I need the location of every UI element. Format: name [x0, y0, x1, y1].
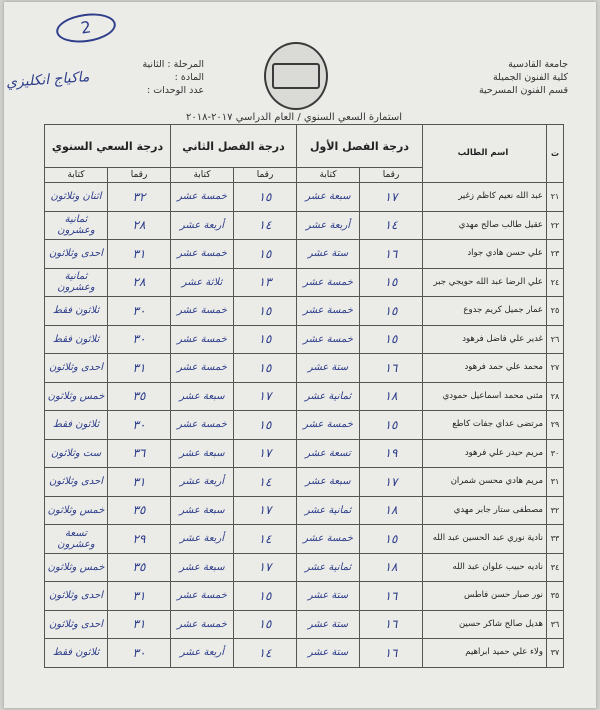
term2-grade-digits: ١٥ [234, 183, 297, 212]
row-number: ٣٤ [547, 553, 564, 582]
term2-grade-words: خمسة عشر [171, 297, 234, 326]
row-number: ٢٢ [547, 211, 564, 240]
university-name: جامعة القادسية [508, 59, 568, 70]
term2-grade-digits: ١٥ [234, 240, 297, 269]
annual-grade-digits: ٣١ [108, 468, 171, 497]
row-number: ٣٦ [547, 610, 564, 639]
annual-grade-words: ثمانية وعشرون [45, 268, 108, 297]
annual-grade-digits: ٣٠ [108, 639, 171, 668]
term1-grade-words: سبعة عشر [297, 468, 360, 497]
term2-grade-words: خمسة عشر [171, 183, 234, 212]
term2-grade-words: أربعة عشر [171, 639, 234, 668]
row-number: ٢٦ [547, 325, 564, 354]
term2-grade-digits: ١٤ [234, 525, 297, 554]
term2-grade-words: ثلاثة عشر [171, 268, 234, 297]
term2-grade-digits: ١٧ [234, 382, 297, 411]
student-name: ولاء علي حميد ابراهيم [423, 639, 547, 668]
subject-handwritten: ماكياج انكليزي [5, 69, 90, 91]
row-number: ٢٤ [547, 268, 564, 297]
term2-grade-digits: ١٥ [234, 354, 297, 383]
student-name: مريم حيدر علي فرهود [423, 439, 547, 468]
term2-grade-words: خمسة عشر [171, 325, 234, 354]
annual-grade-words: خمس وثلاثون [45, 496, 108, 525]
row-number: ٣٣ [547, 525, 564, 554]
table-row [45, 610, 564, 639]
department-name: قسم الفنون المسرحية [478, 85, 568, 96]
student-name: عبد الله نعيم كاظم زغير [423, 183, 547, 212]
student-name: مرتضى عداي جفات كاطع [423, 411, 547, 440]
annual-grade-digits: ٣١ [108, 582, 171, 611]
row-number: ٢١ [547, 183, 564, 212]
term1-grade-words: خمسة عشر [297, 411, 360, 440]
table-row [45, 268, 564, 297]
term1-grade-digits: ١٦ [360, 639, 423, 668]
sub-header-words: كتابة [171, 168, 234, 183]
annual-grade-words: ثلاثون فقط [45, 639, 108, 668]
annual-grade-words: احدى وثلاثون [45, 582, 108, 611]
annual-grade-digits: ٣١ [108, 610, 171, 639]
term2-grade-words: سبعة عشر [171, 553, 234, 582]
term2-grade-digits: ١٥ [234, 411, 297, 440]
term2-grade-words: خمسة عشر [171, 582, 234, 611]
term1-grade-words: ستة عشر [297, 639, 360, 668]
annual-grade-words: ثلاثون فقط [45, 297, 108, 326]
term1-grade-digits: ١٥ [360, 411, 423, 440]
term1-grade-digits: ١٥ [360, 525, 423, 554]
table-row [45, 240, 564, 269]
student-name: نور صبار حسن فاطس [423, 582, 547, 611]
table-row [45, 211, 564, 240]
row-number: ٢٣ [547, 240, 564, 269]
col-header-term2: درجة الفصل الثاني [171, 125, 297, 168]
annual-grade-words: تسعة وعشرون [45, 525, 108, 554]
table-row [45, 468, 564, 497]
row-number: ٢٧ [547, 354, 564, 383]
college-name: كلية الفنون الجميلة [492, 72, 568, 83]
term2-grade-digits: ١٧ [234, 496, 297, 525]
annual-grade-words: ست وثلاثون [45, 439, 108, 468]
table-row [45, 354, 564, 383]
student-name: عمار جميل كريم جدوع [423, 297, 547, 326]
units-label: عدد الوحدات : [146, 85, 204, 96]
grades-table [44, 124, 564, 668]
student-name: علي حسن هادي جواد [423, 240, 547, 269]
term2-grade-words: خمسة عشر [171, 610, 234, 639]
student-name: محمد علي حمد فرهود [423, 354, 547, 383]
table-row [45, 382, 564, 411]
term1-grade-words: ستة عشر [297, 240, 360, 269]
term1-grade-digits: ١٤ [360, 211, 423, 240]
term1-grade-digits: ١٦ [360, 240, 423, 269]
student-name: عقيل طالب صالح مهدي [423, 211, 547, 240]
page-number-circled: 2 [54, 10, 117, 46]
annual-grade-words: ثلاثون فقط [45, 411, 108, 440]
term1-grade-words: خمسة عشر [297, 525, 360, 554]
table-row [45, 582, 564, 611]
term2-grade-digits: ١٤ [234, 468, 297, 497]
term2-grade-words: أربعة عشر [171, 525, 234, 554]
sub-header-digits: رقما [360, 168, 423, 183]
row-number: ٣٢ [547, 496, 564, 525]
row-number: ٢٩ [547, 411, 564, 440]
document-page [4, 2, 596, 708]
term1-grade-digits: ١٥ [360, 297, 423, 326]
table-row [45, 553, 564, 582]
col-header-num: ت [547, 125, 564, 183]
term1-grade-words: خمسة عشر [297, 325, 360, 354]
term1-grade-digits: ١٦ [360, 354, 423, 383]
annual-grade-words: خمس وثلاثون [45, 553, 108, 582]
term1-grade-digits: ١٥ [360, 268, 423, 297]
row-number: ٣٥ [547, 582, 564, 611]
term1-grade-digits: ١٨ [360, 553, 423, 582]
student-name: مصطفى ستار جابر مهدي [423, 496, 547, 525]
table-row [45, 525, 564, 554]
annual-grade-words: احدى وثلاثون [45, 240, 108, 269]
term1-grade-words: خمسة عشر [297, 297, 360, 326]
institution-header [418, 58, 568, 97]
annual-grade-words: اثنان وثلاثون [45, 183, 108, 212]
col-header-term1: درجة الفصل الأول [297, 125, 423, 168]
annual-grade-digits: ٣٠ [108, 411, 171, 440]
annual-grade-words: احدى وثلاثون [45, 354, 108, 383]
student-name: نادية نوري عبد الحسين عبد الله [423, 525, 547, 554]
subject-label: المادة : [174, 72, 204, 83]
term1-grade-digits: ١٦ [360, 582, 423, 611]
term2-grade-digits: ١٥ [234, 610, 297, 639]
annual-grade-digits: ٣٥ [108, 553, 171, 582]
term2-grade-digits: ١٥ [234, 325, 297, 354]
annual-grade-digits: ٣١ [108, 354, 171, 383]
term2-grade-words: سبعة عشر [171, 382, 234, 411]
term1-grade-words: ثمانية عشر [297, 382, 360, 411]
term2-grade-words: أربعة عشر [171, 468, 234, 497]
term1-grade-words: ثمانية عشر [297, 496, 360, 525]
annual-grade-words: خمس وثلاثون [45, 382, 108, 411]
student-name: علي الرضا عبد الله حويجي جبر [423, 268, 547, 297]
table-row [45, 183, 564, 212]
student-name: مريم هادي محسن شمران [423, 468, 547, 497]
annual-grade-digits: ٣٥ [108, 382, 171, 411]
term2-grade-digits: ١٧ [234, 553, 297, 582]
table-row [45, 325, 564, 354]
row-number: ٣١ [547, 468, 564, 497]
student-name: مثنى محمد اسماعيل حمودي [423, 382, 547, 411]
annual-grade-digits: ٢٩ [108, 525, 171, 554]
term2-grade-digits: ١٣ [234, 268, 297, 297]
col-header-name: اسم الطالب [423, 125, 547, 183]
term1-grade-words: سبعة عشر [297, 183, 360, 212]
term1-grade-digits: ١٩ [360, 439, 423, 468]
annual-grade-words: احدى وثلاثون [45, 610, 108, 639]
sub-header-digits: رقما [108, 168, 171, 183]
term1-grade-words: أربعة عشر [297, 211, 360, 240]
annual-grade-digits: ٣٦ [108, 439, 171, 468]
term2-grade-words: خمسة عشر [171, 240, 234, 269]
annual-grade-digits: ٣١ [108, 240, 171, 269]
table-row [45, 639, 564, 668]
annual-grade-digits: ٢٨ [108, 211, 171, 240]
term2-grade-words: خمسة عشر [171, 411, 234, 440]
term2-grade-words: أربعة عشر [171, 211, 234, 240]
term1-grade-words: تسعة عشر [297, 439, 360, 468]
row-number: ٣٠ [547, 439, 564, 468]
sub-header-words: كتابة [297, 168, 360, 183]
term1-grade-digits: ١٦ [360, 610, 423, 639]
student-name: ناديه حبيب علوان عبد الله [423, 553, 547, 582]
term2-grade-digits: ١٥ [234, 297, 297, 326]
annual-grade-digits: ٣٠ [108, 325, 171, 354]
table-row [45, 439, 564, 468]
course-info-header [94, 58, 204, 97]
sub-header-words: كتابة [45, 168, 108, 183]
term2-grade-digits: ١٥ [234, 582, 297, 611]
term2-grade-words: خمسة عشر [171, 354, 234, 383]
table-row [45, 496, 564, 525]
student-name: غدير علي فاضل فرهود [423, 325, 547, 354]
annual-grade-digits: ٣٠ [108, 297, 171, 326]
term1-grade-words: ستة عشر [297, 610, 360, 639]
annual-grade-words: ثلاثون فقط [45, 325, 108, 354]
col-header-annual: درجة السعي السنوي [45, 125, 171, 168]
term1-grade-digits: ١٧ [360, 468, 423, 497]
stage-label: المرحلة : الثانية [142, 59, 204, 70]
term1-grade-words: خمسة عشر [297, 268, 360, 297]
term2-grade-digits: ١٤ [234, 639, 297, 668]
table-row [45, 297, 564, 326]
annual-grade-words: احدى وثلاثون [45, 468, 108, 497]
sub-header-digits: رقما [234, 168, 297, 183]
term2-grade-digits: ١٤ [234, 211, 297, 240]
annual-grade-digits: ٣٢ [108, 183, 171, 212]
student-name: هديل صالح شاكر حسين [423, 610, 547, 639]
form-title: استمارة السعي السنوي / العام الدراسي ٢٠١٧-٢٠١٨ [185, 112, 403, 123]
term2-grade-words: سبعة عشر [171, 439, 234, 468]
row-number: ٢٥ [547, 297, 564, 326]
term1-grade-digits: ١٨ [360, 496, 423, 525]
row-number: ٣٧ [547, 639, 564, 668]
term1-grade-words: ستة عشر [297, 354, 360, 383]
row-number: ٢٨ [547, 382, 564, 411]
university-logo-icon [264, 42, 328, 110]
term1-grade-words: ثمانية عشر [297, 553, 360, 582]
term1-grade-words: ستة عشر [297, 582, 360, 611]
term2-grade-words: سبعة عشر [171, 496, 234, 525]
annual-grade-words: ثمانية وعشرون [45, 211, 108, 240]
term1-grade-digits: ١٥ [360, 325, 423, 354]
term1-grade-digits: ١٧ [360, 183, 423, 212]
annual-grade-digits: ٢٨ [108, 268, 171, 297]
term2-grade-digits: ١٧ [234, 439, 297, 468]
table-row [45, 411, 564, 440]
annual-grade-digits: ٣٥ [108, 496, 171, 525]
term1-grade-digits: ١٨ [360, 382, 423, 411]
